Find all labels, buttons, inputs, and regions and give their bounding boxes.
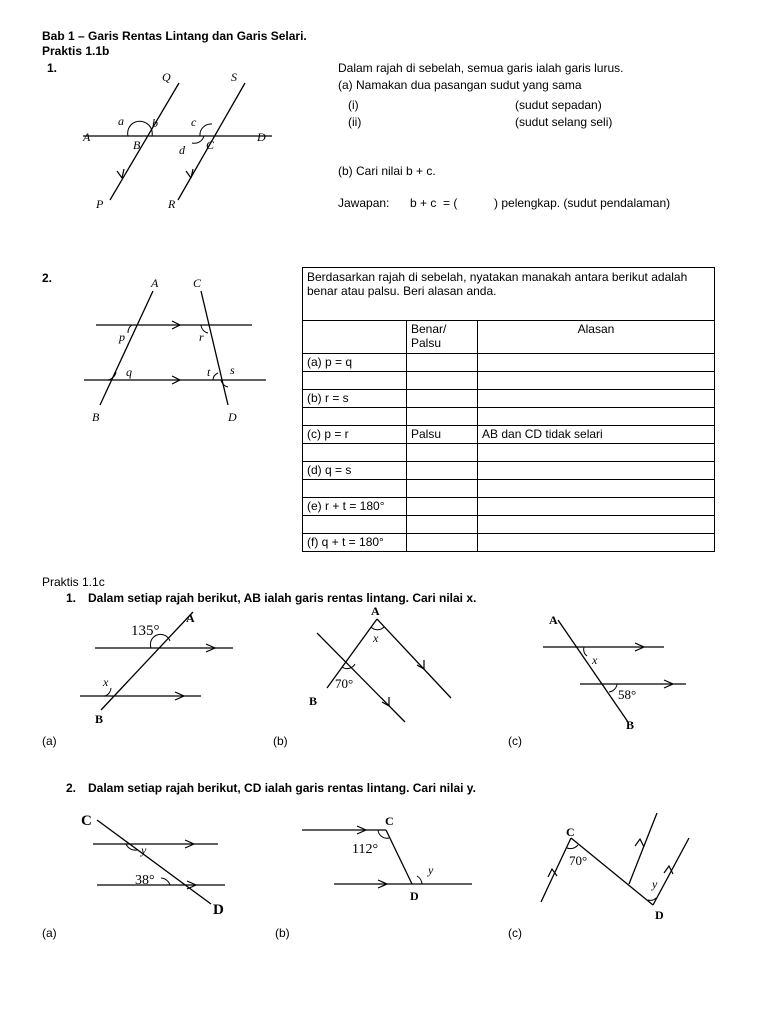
q2-header-truth: Benar/ Palsu bbox=[407, 321, 478, 354]
q2-label-q: q bbox=[126, 365, 132, 379]
table-row bbox=[303, 534, 715, 552]
q1-label-a: a bbox=[118, 114, 124, 128]
p1c-q2b-label: (b) bbox=[275, 926, 290, 940]
p1c-q2-number: 2. bbox=[66, 781, 77, 795]
p1c-q1a-label-B: B bbox=[95, 712, 104, 726]
p1c-q2b-label-D: D bbox=[410, 889, 419, 903]
practice-1b-title: Praktis 1.1b bbox=[42, 44, 110, 58]
q1-label-b: b bbox=[152, 116, 158, 130]
p1c-q2-text: Dalam setiap rajah berikut, CD ialah garis rentas lintang. Cari nilai y. bbox=[88, 781, 476, 795]
p1c-q1c-angle: 58° bbox=[618, 687, 637, 702]
q1-diagram bbox=[80, 68, 280, 213]
q2-reason-cell[interactable] bbox=[478, 534, 715, 552]
q2-truth-cell[interactable] bbox=[407, 498, 478, 516]
p1c-q1c-label-A: A bbox=[549, 613, 558, 627]
q2-reason-cell[interactable] bbox=[478, 462, 715, 480]
q2-label-r: r bbox=[199, 330, 204, 344]
p1c-q2a-angle: 38° bbox=[135, 873, 155, 888]
q1-item-i: (i) bbox=[348, 98, 359, 112]
table-row-spacer bbox=[303, 516, 715, 534]
q1-label-d: d bbox=[179, 143, 185, 157]
p1c-q2a-label-D: D bbox=[213, 902, 224, 918]
p1c-q1c-label: (c) bbox=[508, 734, 522, 748]
q2-reason-cell[interactable] bbox=[478, 354, 715, 372]
q2-truth-cell[interactable] bbox=[407, 462, 478, 480]
table-row bbox=[303, 426, 715, 444]
p1c-q1b-angle: 70° bbox=[335, 676, 354, 691]
q1-label-c: c bbox=[191, 115, 197, 129]
q1-label-C: C bbox=[206, 138, 215, 152]
q2-reason-cell[interactable] bbox=[478, 498, 715, 516]
q2-statement: (c) p = r bbox=[303, 426, 407, 444]
q2-header-statement bbox=[303, 321, 407, 354]
p1c-q1b-label: (b) bbox=[273, 734, 288, 748]
q1-label-S: S bbox=[231, 70, 237, 84]
table-row-spacer bbox=[303, 444, 715, 462]
q2-label-D: D bbox=[228, 410, 237, 424]
p1c-q1b-label-B: B bbox=[309, 694, 318, 708]
q1-part-b: (b) Cari nilai b + c. bbox=[338, 164, 436, 178]
q2-statement: (a) p = q bbox=[303, 354, 407, 372]
q2-truth-cell[interactable] bbox=[407, 390, 478, 408]
p1c-q2b-diagram bbox=[300, 808, 480, 908]
q2-truth-cell[interactable]: Palsu bbox=[407, 426, 478, 444]
practice-1c-title: Praktis 1.1c bbox=[42, 575, 105, 589]
q2-truth-cell[interactable] bbox=[407, 534, 478, 552]
table-row bbox=[303, 498, 715, 516]
q2-statement: (f) q + t = 180° bbox=[303, 534, 407, 552]
p1c-q2a-label-y: y bbox=[141, 843, 147, 857]
p1c-q2c-label-y: y bbox=[652, 877, 658, 891]
p1c-q2b-label-C: C bbox=[385, 814, 394, 828]
chapter-title: Bab 1 – Garis Rentas Lintang dan Garis Selari. bbox=[42, 29, 307, 43]
q2-label-A: A bbox=[151, 276, 159, 290]
q2-label-p: p bbox=[119, 330, 125, 344]
table-row bbox=[303, 354, 715, 372]
table-row bbox=[303, 390, 715, 408]
p1c-q1b-diagram bbox=[305, 602, 475, 727]
q2-truth-cell[interactable] bbox=[407, 354, 478, 372]
p1c-q2b-label-y: y bbox=[428, 863, 434, 877]
q2-label-C: C bbox=[193, 276, 202, 290]
q2-header-reason: Alasan bbox=[478, 321, 715, 354]
p1c-q2c-angle: 70° bbox=[569, 853, 588, 868]
p1c-q1c-label-x: x bbox=[592, 653, 598, 667]
q1-answer-expr: b + c = ( ) pelengkap. (sudut pendalaman) bbox=[410, 196, 671, 210]
q2-label-B: B bbox=[92, 410, 100, 424]
p1c-q2c-label: (c) bbox=[508, 926, 522, 940]
p1c-q2c-diagram bbox=[535, 808, 705, 923]
q2-statement: (d) q = s bbox=[303, 462, 407, 480]
p1c-q1a-label-x: x bbox=[103, 675, 109, 689]
p1c-q1-text: Dalam setiap rajah berikut, AB ialah garis rentas lintang. Cari nilai x. bbox=[88, 591, 477, 605]
p1c-q1c-label-B: B bbox=[626, 718, 635, 732]
q2-instruction: Berdasarkan rajah di sebelah, nyatakan manakah antara berikut adalah benar atau palsu. Beri alasan anda. bbox=[303, 268, 715, 321]
table-row-spacer bbox=[303, 372, 715, 390]
q1-label-B: B bbox=[133, 138, 141, 152]
q2-number: 2. bbox=[42, 271, 53, 285]
p1c-q1b-label-x: x bbox=[373, 631, 379, 645]
p1c-q1a-label-A: A bbox=[186, 611, 195, 625]
q2-table bbox=[302, 267, 715, 552]
q1-answer-label: Jawapan: bbox=[338, 196, 390, 210]
q1-label-A: A bbox=[83, 130, 91, 144]
q1-item-i-type: (sudut sepadan) bbox=[515, 98, 602, 112]
q1-label-Q: Q bbox=[162, 70, 171, 84]
q1-label-D: D bbox=[257, 130, 266, 144]
q1-label-P: P bbox=[96, 197, 104, 211]
p1c-q1-number: 1. bbox=[66, 591, 77, 605]
q2-label-t: t bbox=[207, 365, 211, 379]
q2-statement: (b) r = s bbox=[303, 390, 407, 408]
p1c-q1a-label: (a) bbox=[42, 734, 57, 748]
p1c-q2a-label-C: C bbox=[81, 813, 92, 829]
p1c-q1c-diagram bbox=[540, 610, 700, 735]
q1-item-ii-type: (sudut selang seli) bbox=[515, 115, 613, 129]
p1c-q2c-label-D: D bbox=[655, 908, 664, 922]
table-row-spacer bbox=[303, 480, 715, 498]
p1c-q1a-angle: 135° bbox=[131, 623, 160, 639]
q1-label-R: R bbox=[168, 197, 176, 211]
table-row bbox=[303, 462, 715, 480]
p1c-q2c-label-C: C bbox=[566, 825, 575, 839]
q2-label-s: s bbox=[230, 363, 235, 377]
q1-number: 1. bbox=[47, 61, 58, 75]
q2-reason-cell[interactable] bbox=[478, 390, 715, 408]
q2-statement: (e) r + t = 180° bbox=[303, 498, 407, 516]
p1c-q1b-label-A: A bbox=[371, 604, 380, 618]
q2-reason-cell[interactable]: AB dan CD tidak selari bbox=[478, 426, 715, 444]
p1c-q1a-diagram bbox=[75, 606, 245, 728]
p1c-q2b-angle: 112° bbox=[352, 842, 379, 857]
q1-part-a: (a) Namakan dua pasangan sudut yang sama bbox=[338, 78, 582, 92]
table-row-spacer bbox=[303, 408, 715, 426]
q1-intro: Dalam rajah di sebelah, semua garis ialah garis lurus. bbox=[338, 61, 624, 75]
p1c-q2a-diagram bbox=[75, 808, 245, 920]
p1c-q2a-label: (a) bbox=[42, 926, 57, 940]
q1-item-ii: (ii) bbox=[348, 115, 362, 129]
q2-diagram bbox=[80, 275, 280, 425]
